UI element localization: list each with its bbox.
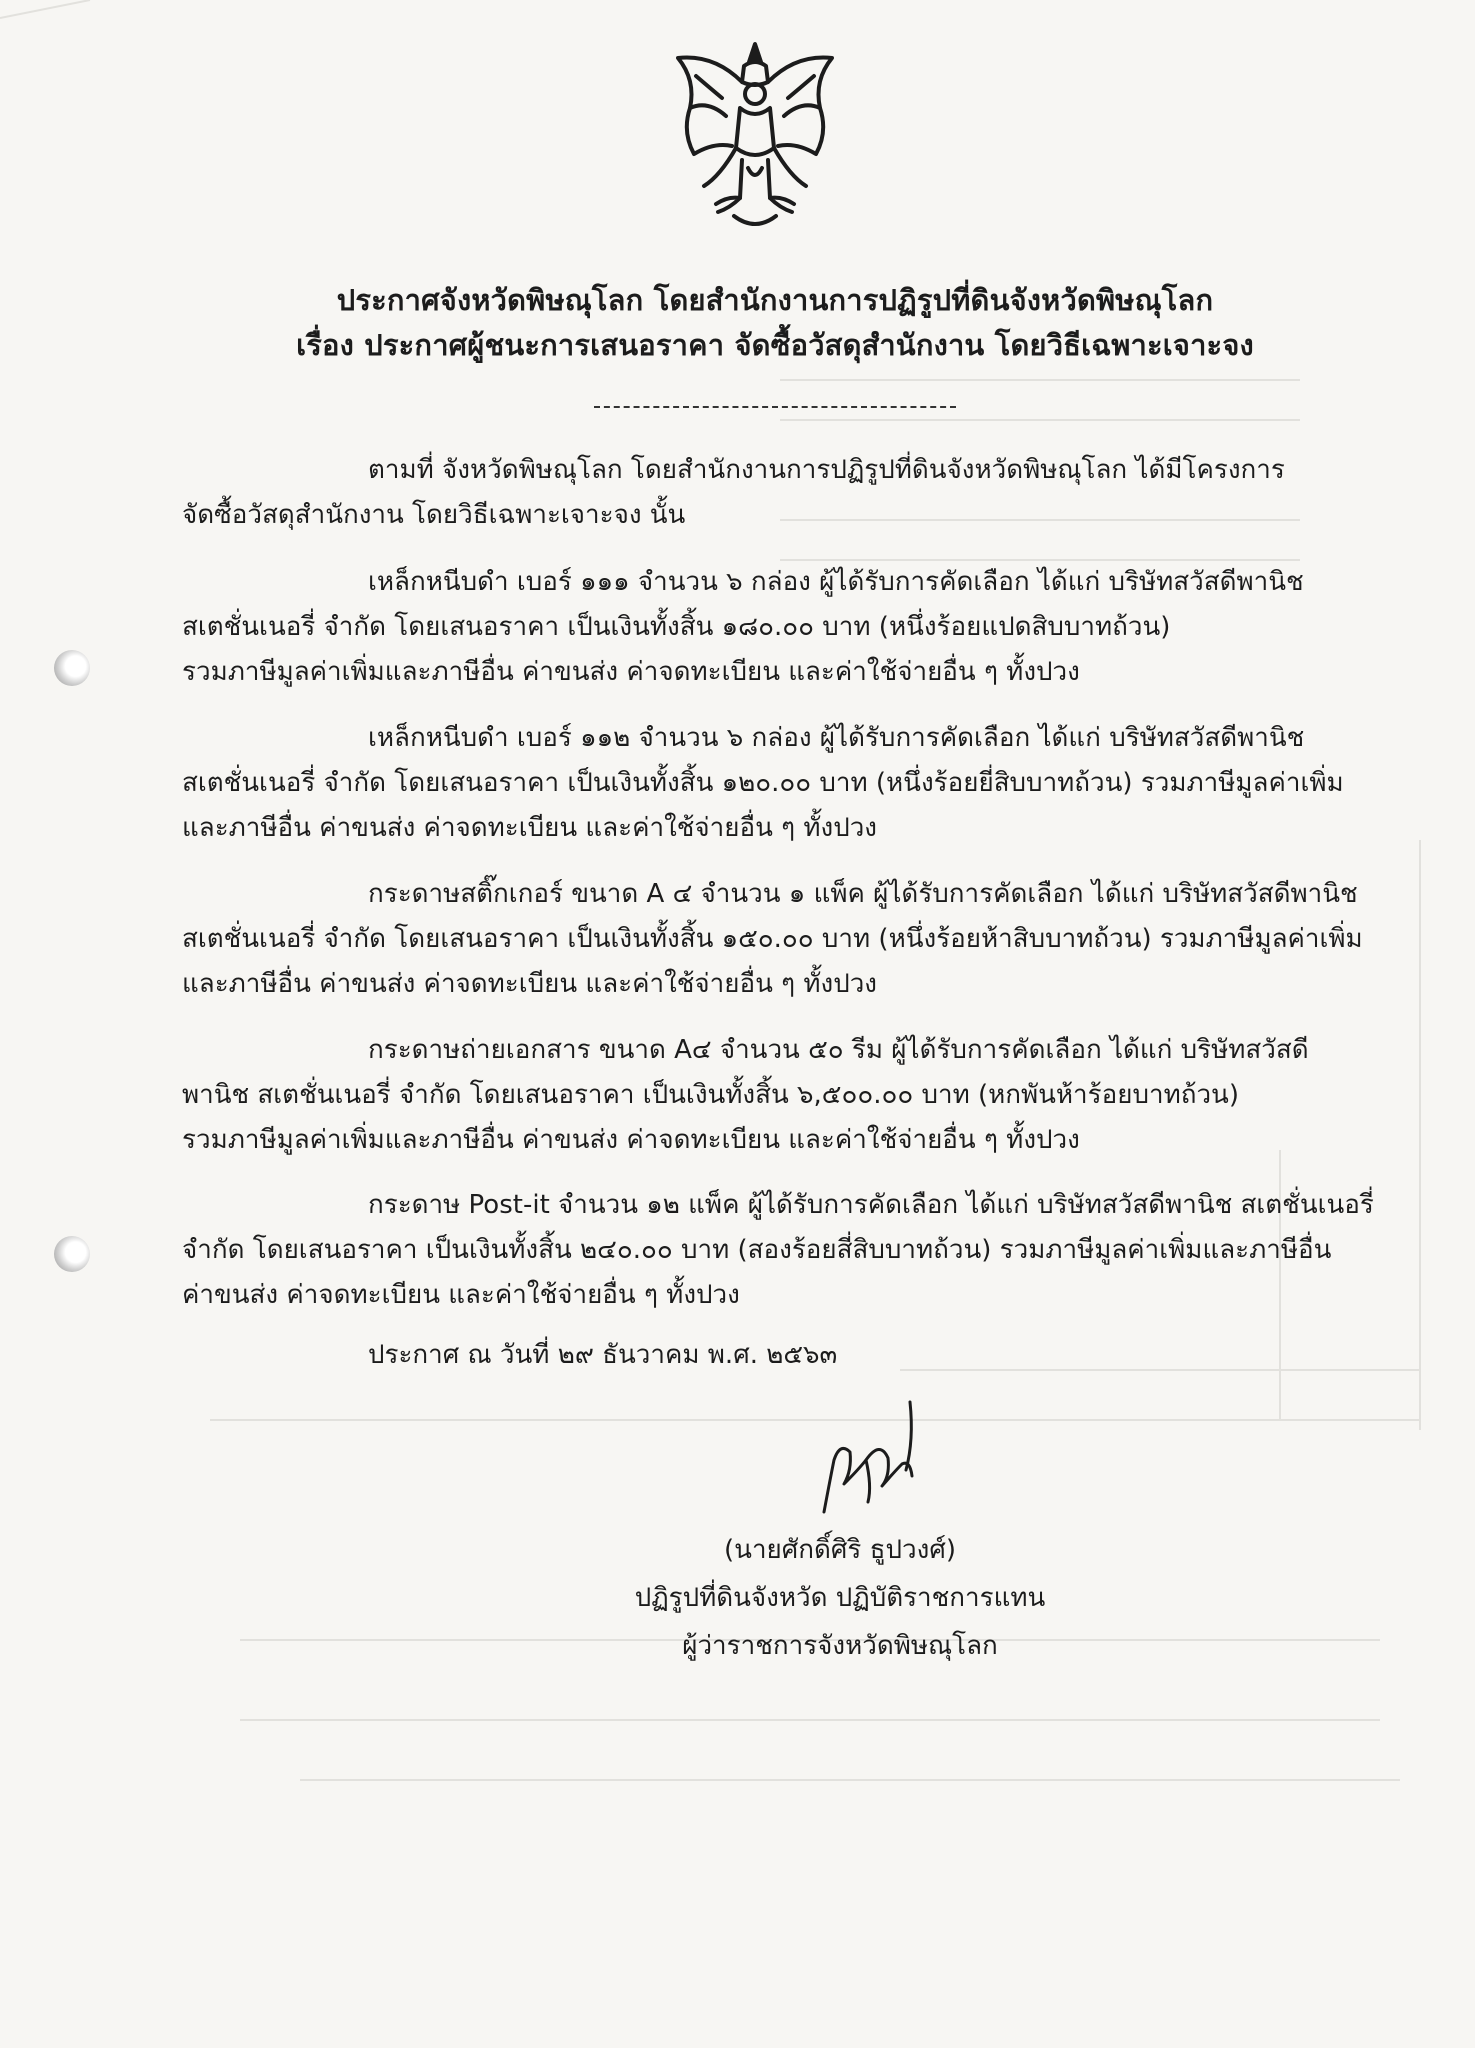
item-line: ค่าขนส่ง ค่าจดทะเบียน และค่าใช้จ่ายอื่น ๆ ทั้งปวง <box>182 1280 740 1310</box>
item-paragraph-1 <box>182 560 1376 695</box>
item-line: เหล็กหนีบดำ เบอร์ ๑๑๒ จำนวน ๖ กล่อง ผู้ได้รับการคัดเลือก ได้แก่ บริษัทสวัสดีพานิช <box>368 723 1305 753</box>
garuda-emblem-icon <box>670 36 840 236</box>
item-line: และภาษีอื่น ค่าขนส่ง ค่าจดทะเบียน และค่าใช้จ่ายอื่น ๆ ทั้งปวง <box>182 969 878 999</box>
item-line: และภาษีอื่น ค่าขนส่ง ค่าจดทะเบียน และค่าใช้จ่ายอื่น ๆ ทั้งปวง <box>182 813 878 843</box>
divider <box>594 406 956 408</box>
intro-line: ตามที่ จังหวัดพิษณุโลก โดยสำนักงานการปฏิรูปที่ดินจังหวัดพิษณุโลก ได้มีโครงการ <box>368 455 1285 485</box>
item-paragraph-2 <box>182 716 1376 851</box>
signer-office: ผู้ว่าราชการจังหวัดพิษณุโลก <box>682 1631 998 1661</box>
intro-paragraph <box>182 448 1376 538</box>
item-line: รวมภาษีมูลค่าเพิ่มและภาษีอื่น ค่าขนส่ง ค่าจดทะเบียน และค่าใช้จ่ายอื่น ๆ ทั้งปวง <box>182 657 1080 687</box>
item-paragraph-4 <box>182 1028 1376 1163</box>
item-line: สเตชั่นเนอรี่ จำกัด โดยเสนอราคา เป็นเงินทั้งสิ้น ๑๕๐.๐๐ บาท (หนึ่งร้อยห้าสิบบาทถ้วน) รวมภาษีมูลค่าเพิ่ม <box>182 924 1363 954</box>
item-line: จำกัด โดยเสนอราคา เป็นเงินทั้งสิ้น ๒๔๐.๐๐ บาท (สองร้อยสี่สิบบาทถ้วน) รวมภาษีมูลค่าเพิ่มและภาษีอื่น <box>182 1235 1332 1265</box>
item-line: สเตชั่นเนอรี่ จำกัด โดยเสนอราคา เป็นเงินทั้งสิ้น ๑๒๐.๐๐ บาท (หนึ่งร้อยยี่สิบบาทถ้วน) รวมภาษีมูลค่าเพิ่ม <box>182 768 1344 798</box>
signer-name: (นายศักดิ์ศิริ ธูปวงศ์) <box>724 1535 956 1565</box>
intro-line: จัดซื้อวัสดุสำนักงาน โดยวิธีเฉพาะเจาะจง นั้น <box>182 500 686 530</box>
item-line: รวมภาษีมูลค่าเพิ่มและภาษีอื่น ค่าขนส่ง ค่าจดทะเบียน และค่าใช้จ่ายอื่น ๆ ทั้งปวง <box>182 1125 1080 1155</box>
item-line: กระดาษถ่ายเอกสาร ขนาด A๔ จำนวน ๕๐ รีม ผู้ได้รับการคัดเลือก ได้แก่ บริษัทสวัสดี <box>368 1035 1309 1065</box>
item-line: เหล็กหนีบดำ เบอร์ ๑๑๑ จำนวน ๖ กล่อง ผู้ได้รับการคัดเลือก ได้แก่ บริษัทสวัสดีพานิช <box>368 567 1304 597</box>
punch-hole <box>54 650 90 686</box>
announcement-date: ประกาศ ณ วันที่ ๒๙ ธันวาคม พ.ศ. ๒๕๖๓ <box>368 1340 838 1370</box>
punch-hole <box>54 1236 90 1272</box>
item-line: กระดาษ Post-it จำนวน ๑๒ แพ็ค ผู้ได้รับการคัดเลือก ได้แก่ บริษัทสวัสดีพานิช สเตชั่นเนอรี่ <box>368 1190 1374 1220</box>
item-paragraph-3 <box>182 872 1376 1007</box>
signer-position: ปฏิรูปที่ดินจังหวัด ปฏิบัติราชการแทน <box>634 1583 1046 1613</box>
document-title-line2: เรื่อง ประกาศผู้ชนะการเสนอราคา จัดซื้อวัสดุสำนักงาน โดยวิธีเฉพาะเจาะจง <box>296 328 1254 362</box>
document-title-line1: ประกาศจังหวัดพิษณุโลก โดยสำนักงานการปฏิรูปที่ดินจังหวัดพิษณุโลก <box>336 283 1214 317</box>
item-paragraph-5 <box>182 1183 1376 1318</box>
item-line: กระดาษสติ๊กเกอร์ ขนาด A ๔ จำนวน ๑ แพ็ค ผู้ได้รับการคัดเลือก ได้แก่ บริษัทสวัสดีพานิช <box>368 879 1358 909</box>
item-line: สเตชั่นเนอรี่ จำกัด โดยเสนอราคา เป็นเงินทั้งสิ้น ๑๘๐.๐๐ บาท (หนึ่งร้อยแปดสิบบาทถ้วน) <box>182 612 1171 642</box>
handwritten-signature-icon <box>810 1400 950 1520</box>
item-line: พานิช สเตชั่นเนอรี่ จำกัด โดยเสนอราคา เป็นเงินทั้งสิ้น ๖,๕๐๐.๐๐ บาท (หกพันห้าร้อยบาทถ้วน) <box>182 1080 1239 1110</box>
